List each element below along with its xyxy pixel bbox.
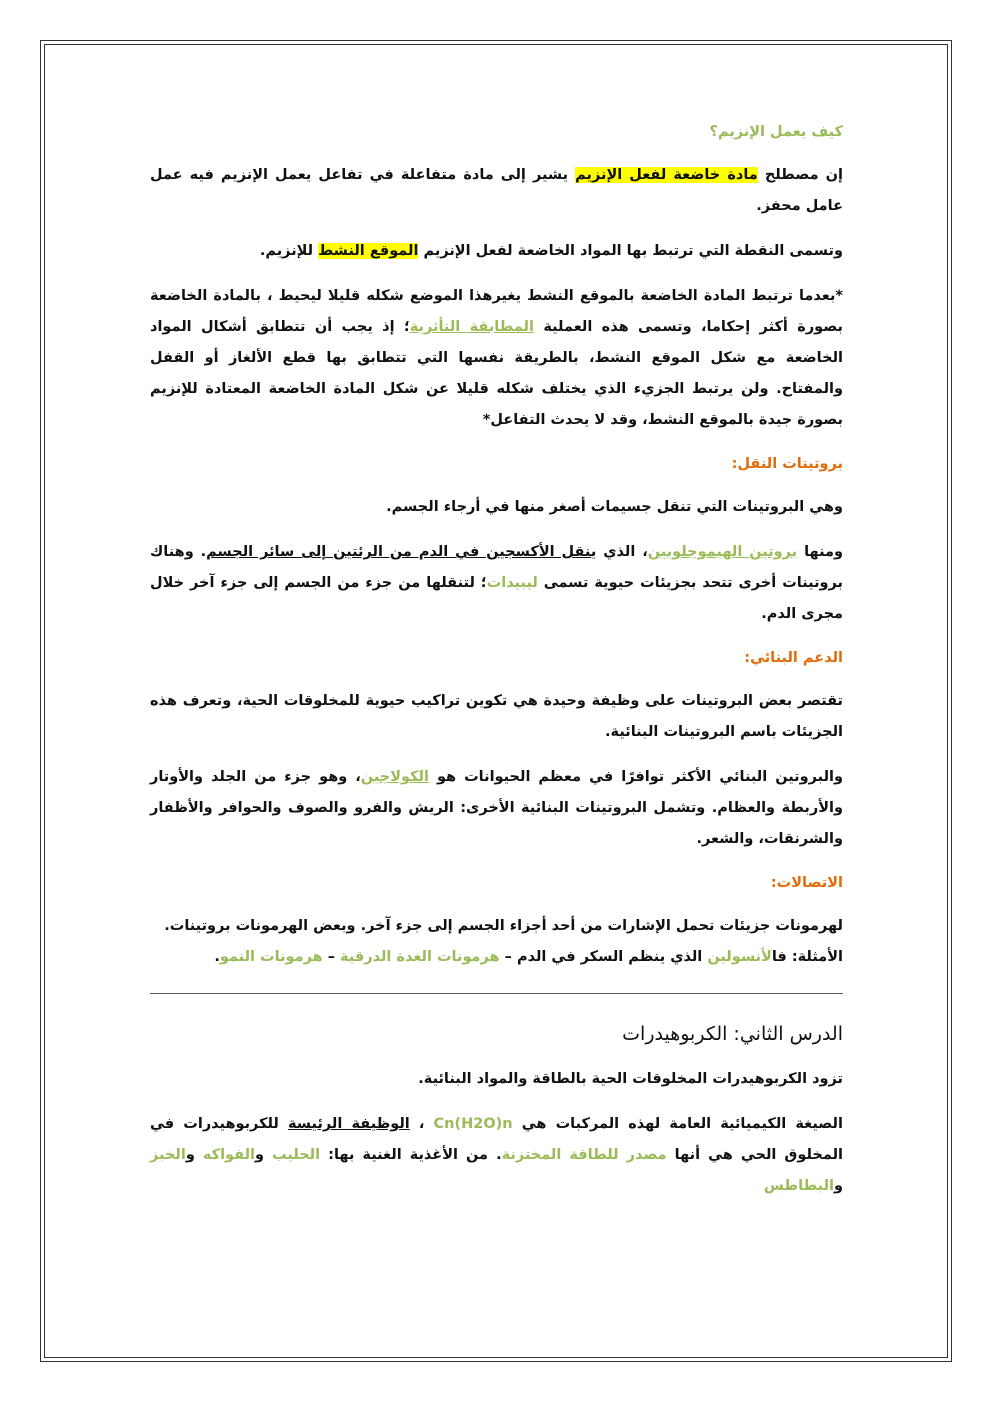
text-run: وتسمى النقطة التي ترتبط بها المواد الخاضعة لفعل الإنزيم <box>418 243 843 259</box>
text-run: للكربوهيدرات في المخلوق الحي هي أنها <box>150 1116 843 1163</box>
main-function-text: الوظيفة الرئيسة <box>288 1116 410 1132</box>
transport-definition: وهي البروتينات التي تنقل جسيمات أصغر منها في أرجاء الجسم. <box>386 499 843 515</box>
text-run: ، الذي <box>596 544 648 560</box>
text-run: والبروتين البنائي الأكثر توافرًا في معظم الحيوانات هو <box>428 769 843 785</box>
induced-fit-paragraph <box>150 281 843 436</box>
communication-heading: الاتصالات: <box>770 875 843 891</box>
substrate-paragraph <box>150 160 843 222</box>
carbohydrates-intro: تزود الكربوهيدرات المخلوقات الحية بالطاقة والمواد البنائية. <box>418 1071 843 1087</box>
food-potatoes: البطاطس <box>763 1178 834 1194</box>
text-run: . <box>214 949 220 965</box>
term-hemoglobin: بروتين الهيموجلوبين <box>647 544 798 560</box>
term-insulin: لأنسولين <box>707 949 772 965</box>
text-run: . من الأغذية الغنية بها: <box>320 1147 502 1163</box>
text-run: *بعدما ترتبط المادة الخاضعة بالموقع النشط يغيرهذا الموضع شكله قليلا ليحيط ، بالمادة الخاضعة بصورة أكثر إحكاما، وتسمى هذه العملية <box>150 288 843 335</box>
text-run: إن مصطلح <box>757 167 843 183</box>
text-run: و <box>185 1147 203 1163</box>
chemical-formula: Cn(H2O)n <box>433 1116 513 1132</box>
active-site-paragraph <box>150 236 843 267</box>
text-run: ، وهو جزء من الجلد والأوتار والأربطة والعظام. وتشمل البروتينات البنائية الأخرى: الريش والفرو والصوف والحوافر والأظفار والشرنقات، والشعر. <box>150 769 843 847</box>
food-bread: الخبز <box>150 1147 186 1163</box>
highlight-substrate: مادة خاضعة لفعل الإنزيم <box>575 167 758 183</box>
text-run: و <box>255 1147 273 1163</box>
term-lipids: ليبيدات <box>486 575 538 591</box>
structural-definition: تقتصر بعض البروتينات على وظيفة وحيدة هي تكوين تراكيب حيوية للمخلوقات الحية، وتعرف هذه الجزيئات باسم البروتينات البنائية. <box>150 693 843 740</box>
term-energy-source: مصدر للطاقة المختزنة <box>501 1147 667 1163</box>
text-run: ؛ لتنقلها من جزء من الجسم إلى جزء آخر خلال مجرى الدم. <box>150 575 843 622</box>
structural-heading: الدعم البنائي: <box>744 650 843 666</box>
enzyme-heading: كيف يعمل الإنزيم؟ <box>709 124 843 140</box>
term-thyroid-hormones: هرمونات الغدة الدرقية <box>340 949 500 965</box>
text-run: ، <box>409 1116 434 1132</box>
document-body <box>150 118 843 1216</box>
text-run: ؛ إذ يجب أن تتطابق أشكال المواد الخاضعة مع شكل الموقع النشط، بالطريقة نفسها التي تتطابق بها قطع الألغاز أو القفل والمفتاح. ولن يرتبط الجزيء الذي يختلف شكله قليلا عن شكل المادة الخاضعة المعتادة للإنزيم بصورة جيدة بالموقع النشط، وقد لا يحدث التفاعل* <box>150 319 843 428</box>
text-run: – <box>322 949 341 965</box>
food-milk: الحليب <box>272 1147 321 1163</box>
oxygen-transport-text: ينقل الأكسجين في الدم من الرئتين إلى سائر الجسم <box>206 544 597 560</box>
lesson-title: الدرس الثاني: الكربوهيدرات <box>622 1023 843 1045</box>
term-growth-hormones: هرمونات النمو <box>219 949 323 965</box>
text-run: لهرمونات جزيئات تحمل الإشارات من أحد أجزاء الجسم إلى جزء آخر. وبعض الهرمونات بروتينات. <box>164 918 843 934</box>
text-run: الصيغة الكيميائية العامة لهذه المركبات هي <box>512 1116 843 1132</box>
collagen-paragraph <box>150 762 843 855</box>
text-run: الذي ينظم السكر في الدم – <box>499 949 708 965</box>
term-collagen: الكولاجين <box>360 769 429 785</box>
hormones-paragraph <box>150 911 843 973</box>
food-fruits: الفواكه <box>202 1147 255 1163</box>
transport-heading: بروتينات النقل: <box>731 456 843 472</box>
text-run: و <box>833 1178 843 1194</box>
text-run: يشير إلى مادة متفاعلة في تفاعل يعمل الإنزيم فيه عمل عامل محفز. <box>150 167 843 214</box>
section-divider <box>150 993 843 994</box>
hemoglobin-paragraph <box>150 537 843 630</box>
carbohydrates-formula-paragraph <box>150 1109 843 1202</box>
text-run: ومنها <box>797 544 843 560</box>
text-run: الأمثلة: فا <box>771 949 843 965</box>
text-run: . وهناك بروتينات أخرى تتحد بجزيئات حيوية تسمى <box>150 544 843 591</box>
text-run: للإنزيم. <box>259 243 319 259</box>
highlight-active-site: الموقع النشط <box>318 243 419 259</box>
term-induced-fit: المطابقة التأثرية <box>409 319 534 335</box>
